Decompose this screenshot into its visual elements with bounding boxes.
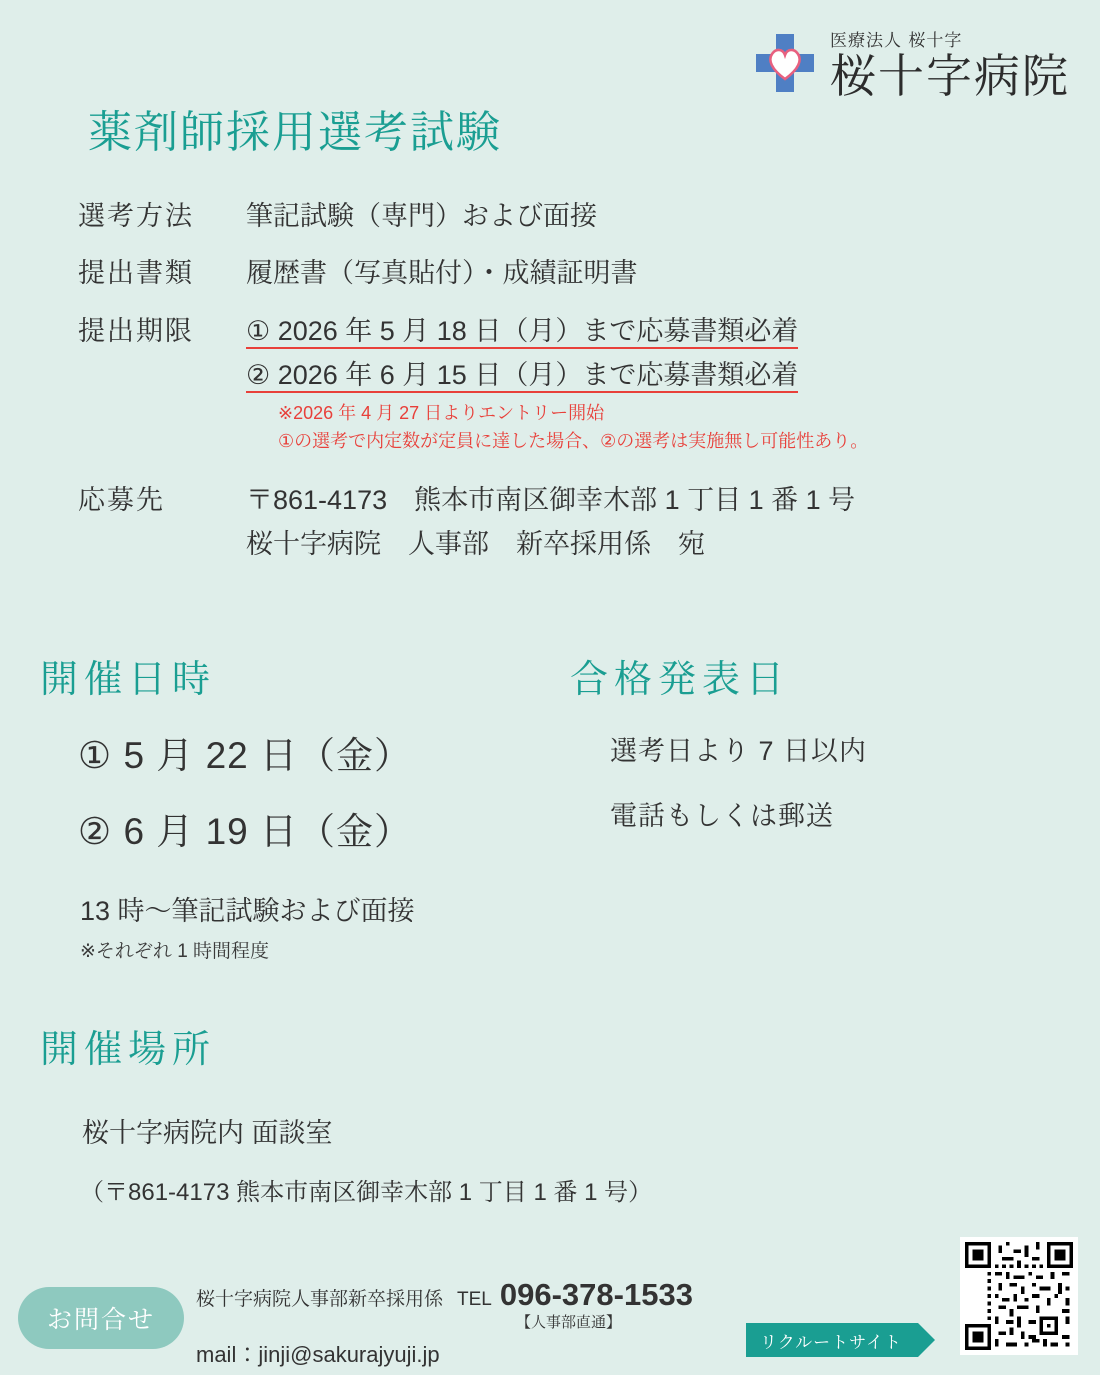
detail-row-application	[78, 482, 1038, 563]
heart-icon	[766, 45, 804, 83]
deadline-line-2-text: ② 2026 年 6 月 15 日（月）まで応募書類必着	[246, 360, 798, 393]
logo-corporation-name: 医療法人 桜十字	[830, 31, 963, 51]
result-section	[570, 648, 1050, 833]
footer	[0, 1265, 1100, 1375]
detail-value-application	[246, 482, 1038, 563]
detail-row-method	[78, 198, 1038, 234]
detail-label-method: 選考方法	[78, 201, 194, 231]
result-line-2: 電話もしくは郵送	[610, 801, 834, 831]
application-recipient: 桜十字病院 人事部 新卒採用係 宛	[246, 528, 705, 559]
contact-tel-number[interactable]: 096-378-1533	[499, 1277, 693, 1312]
schedule-date-1: ① 5 月 22 日（金）	[78, 735, 413, 776]
detail-label-application: 応募先	[78, 484, 165, 515]
qr-code[interactable]	[960, 1237, 1078, 1355]
result-line-1: 選考日より 7 日以内	[610, 736, 868, 766]
schedule-date-2: ② 6 月 19 日（金）	[78, 811, 413, 852]
schedule-heading: 開催日時	[40, 657, 217, 701]
contact-label-badge: お問合せ	[18, 1287, 184, 1349]
qr-code-image	[965, 1242, 1073, 1350]
application-address: 〒861-4173 熊本市南区御幸木部 1 丁目 1 番 1 号	[246, 484, 856, 515]
deadline-line-1-text: ① 2026 年 5 月 18 日（月）まで応募書類必着	[246, 316, 798, 349]
deadline-note-2: ①の選考で内定数が定員に達した場合、②の選考は実施無し可能性あり。	[278, 430, 869, 451]
venue-address: （〒861-4173 熊本市南区御幸木部 1 丁目 1 番 1 号）	[80, 1179, 653, 1206]
detail-row-documents	[78, 255, 1038, 291]
page-title: 薬剤師採用選考試験	[88, 107, 502, 158]
venue-section	[40, 1018, 1000, 1207]
detail-label-deadline: 提出期限	[78, 315, 194, 346]
hospital-logo	[754, 26, 1070, 103]
schedule-time-line: 13 時〜筆記試験および面接	[80, 896, 415, 926]
contact-department: 桜十字病院人事部新卒採用係	[196, 1289, 444, 1310]
detail-value-deadline	[246, 313, 1038, 394]
contact-tel-label: TEL	[457, 1289, 492, 1310]
detail-value-documents: 履歴書（写真貼付）・成績証明書	[246, 258, 638, 289]
detail-row-deadline	[78, 313, 1038, 394]
venue-name: 桜十字病院内 面談室	[82, 1118, 333, 1148]
schedule-section	[40, 648, 560, 963]
result-heading: 合格発表日	[570, 657, 791, 701]
deadline-notes	[278, 400, 1038, 456]
deadline-note-1: ※2026 年 4 月 27 日よりエントリー開始	[278, 402, 605, 423]
venue-heading: 開催場所	[40, 1027, 217, 1071]
detail-label-documents: 提出書類	[78, 258, 194, 289]
exam-details	[78, 198, 1038, 583]
cross-heart-logo-icon	[754, 32, 816, 94]
recruit-site-button[interactable]: リクルートサイト	[746, 1323, 918, 1357]
deadline-line-2	[246, 357, 1038, 393]
deadline-line-1	[246, 313, 1038, 349]
contact-mail[interactable]: mail：jinji@sakurajyuji.jp	[196, 1342, 440, 1367]
schedule-note: ※それぞれ 1 時間程度	[80, 941, 270, 962]
logo-hospital-name: 桜十字病院	[830, 49, 1070, 103]
contact-details	[196, 1277, 796, 1369]
contact-tel-note: 【人事部直通】	[516, 1314, 622, 1331]
detail-value-method: 筆記試験（専門）および面接	[246, 201, 597, 231]
